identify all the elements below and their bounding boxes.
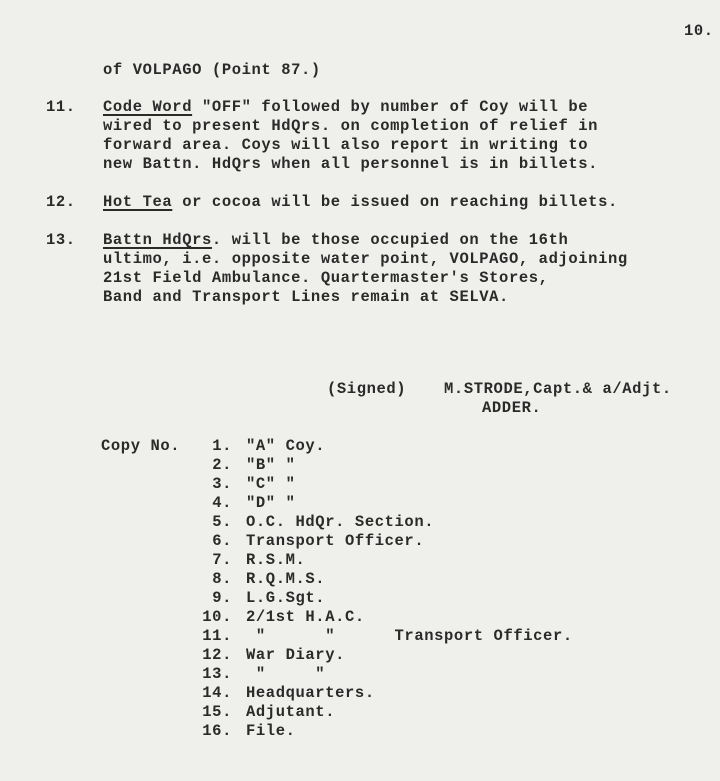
copy-recipient: Adjutant. [246,703,336,721]
copy-recipient: War Diary. [246,646,346,664]
copy-recipient: " " Transport Officer. [246,627,573,645]
paragraph-text: "OFF" followed by number of Coy will be [192,98,589,116]
list-item [176,494,676,513]
paragraph-line-3: forward area. Coys will also report in writing to [103,136,589,154]
copy-number: 16. [202,722,232,740]
paragraph-body [103,193,715,212]
paragraph-line-3: 21st Field Ambulance. Quartermaster's Stores, [103,269,549,287]
paragraph-line-2: wired to present HdQrs. on completion of relief in [103,117,599,135]
copy-number: 8. [212,570,232,588]
copy-number: 5. [212,513,232,531]
copy-recipient: "B" " [246,456,296,474]
copy-number: 15. [202,703,232,721]
list-item [176,513,676,532]
paragraph-text: or cocoa will be issued on reaching billets. [172,193,618,211]
copy-number: 14. [202,684,232,702]
copy-recipient: "C" " [246,475,296,493]
copy-number: 10. [202,608,232,626]
copy-number: 1. [212,437,232,455]
list-item [176,475,676,494]
copy-number: 3. [212,475,232,493]
list-item [176,589,676,608]
signatory-unit: ADDER. [482,399,542,417]
copy-recipient: Transport Officer. [246,532,425,550]
paragraph-line-1 [103,98,715,117]
copy-recipient: " " [246,665,326,683]
copy-number: 2. [212,456,232,474]
copy-number: 13. [202,665,232,683]
list-item [176,456,676,475]
copy-recipient: Headquarters. [246,684,375,702]
copy-number: 7. [212,551,232,569]
paragraph-line-1 [103,231,715,250]
paragraph-line-4: new Battn. HdQrs when all personnel is in billets. [103,155,599,173]
list-item [176,703,676,722]
list-item [176,551,676,570]
copy-recipient: 2/1st H.A.C. [246,608,365,626]
paragraph-number: 11. [46,98,76,116]
list-item [176,665,676,684]
signatory-name: M.STRODE,Capt.& a/Adjt. [444,380,672,398]
copy-recipient: R.Q.M.S. [246,570,326,588]
paragraph-line-4: Band and Transport Lines remain at SELVA. [103,288,509,306]
distribution-list [176,437,676,741]
paragraph-11 [0,98,720,178]
paragraph-text: . will be those occupied on the 16th [211,231,569,249]
copy-number: 4. [212,494,232,512]
list-item [176,570,676,589]
paragraph-heading: Battn HdQrs [103,231,212,249]
paragraph-line-2: ultimo, i.e. opposite water point, VOLPAGO, adjoining [103,250,628,268]
copy-recipient: O.C. HdQr. Section. [246,513,435,531]
paragraph-heading: Code Word [103,98,193,116]
list-item [176,437,676,456]
copy-recipient: "D" " [246,494,296,512]
copy-label: Copy No. [101,437,181,455]
page-number: 10. [684,22,714,40]
copy-recipient: L.G.Sgt. [246,589,326,607]
intro-line: of VOLPAGO (Point 87.) [103,61,321,79]
paragraph-number: 13. [46,231,76,249]
paragraph-body [103,231,715,307]
list-item [176,646,676,665]
copy-recipient: "A" Coy. [246,437,326,455]
paragraph-line-1 [103,193,715,212]
paragraph-number: 12. [46,193,76,211]
copy-number: 6. [212,532,232,550]
list-item [176,722,676,741]
copy-recipient: R.S.M. [246,551,306,569]
list-item [176,627,676,646]
copy-number: 11. [202,627,232,645]
signed-label: (Signed) [327,380,407,398]
copy-recipient: File. [246,722,296,740]
copy-number: 9. [212,589,232,607]
list-item [176,608,676,627]
paragraph-body [103,98,715,174]
copy-number: 12. [202,646,232,664]
paragraph-heading: Hot Tea [103,193,173,211]
list-item [176,532,676,551]
list-item [176,684,676,703]
signature-line [327,380,672,399]
paragraph-13 [0,231,720,311]
